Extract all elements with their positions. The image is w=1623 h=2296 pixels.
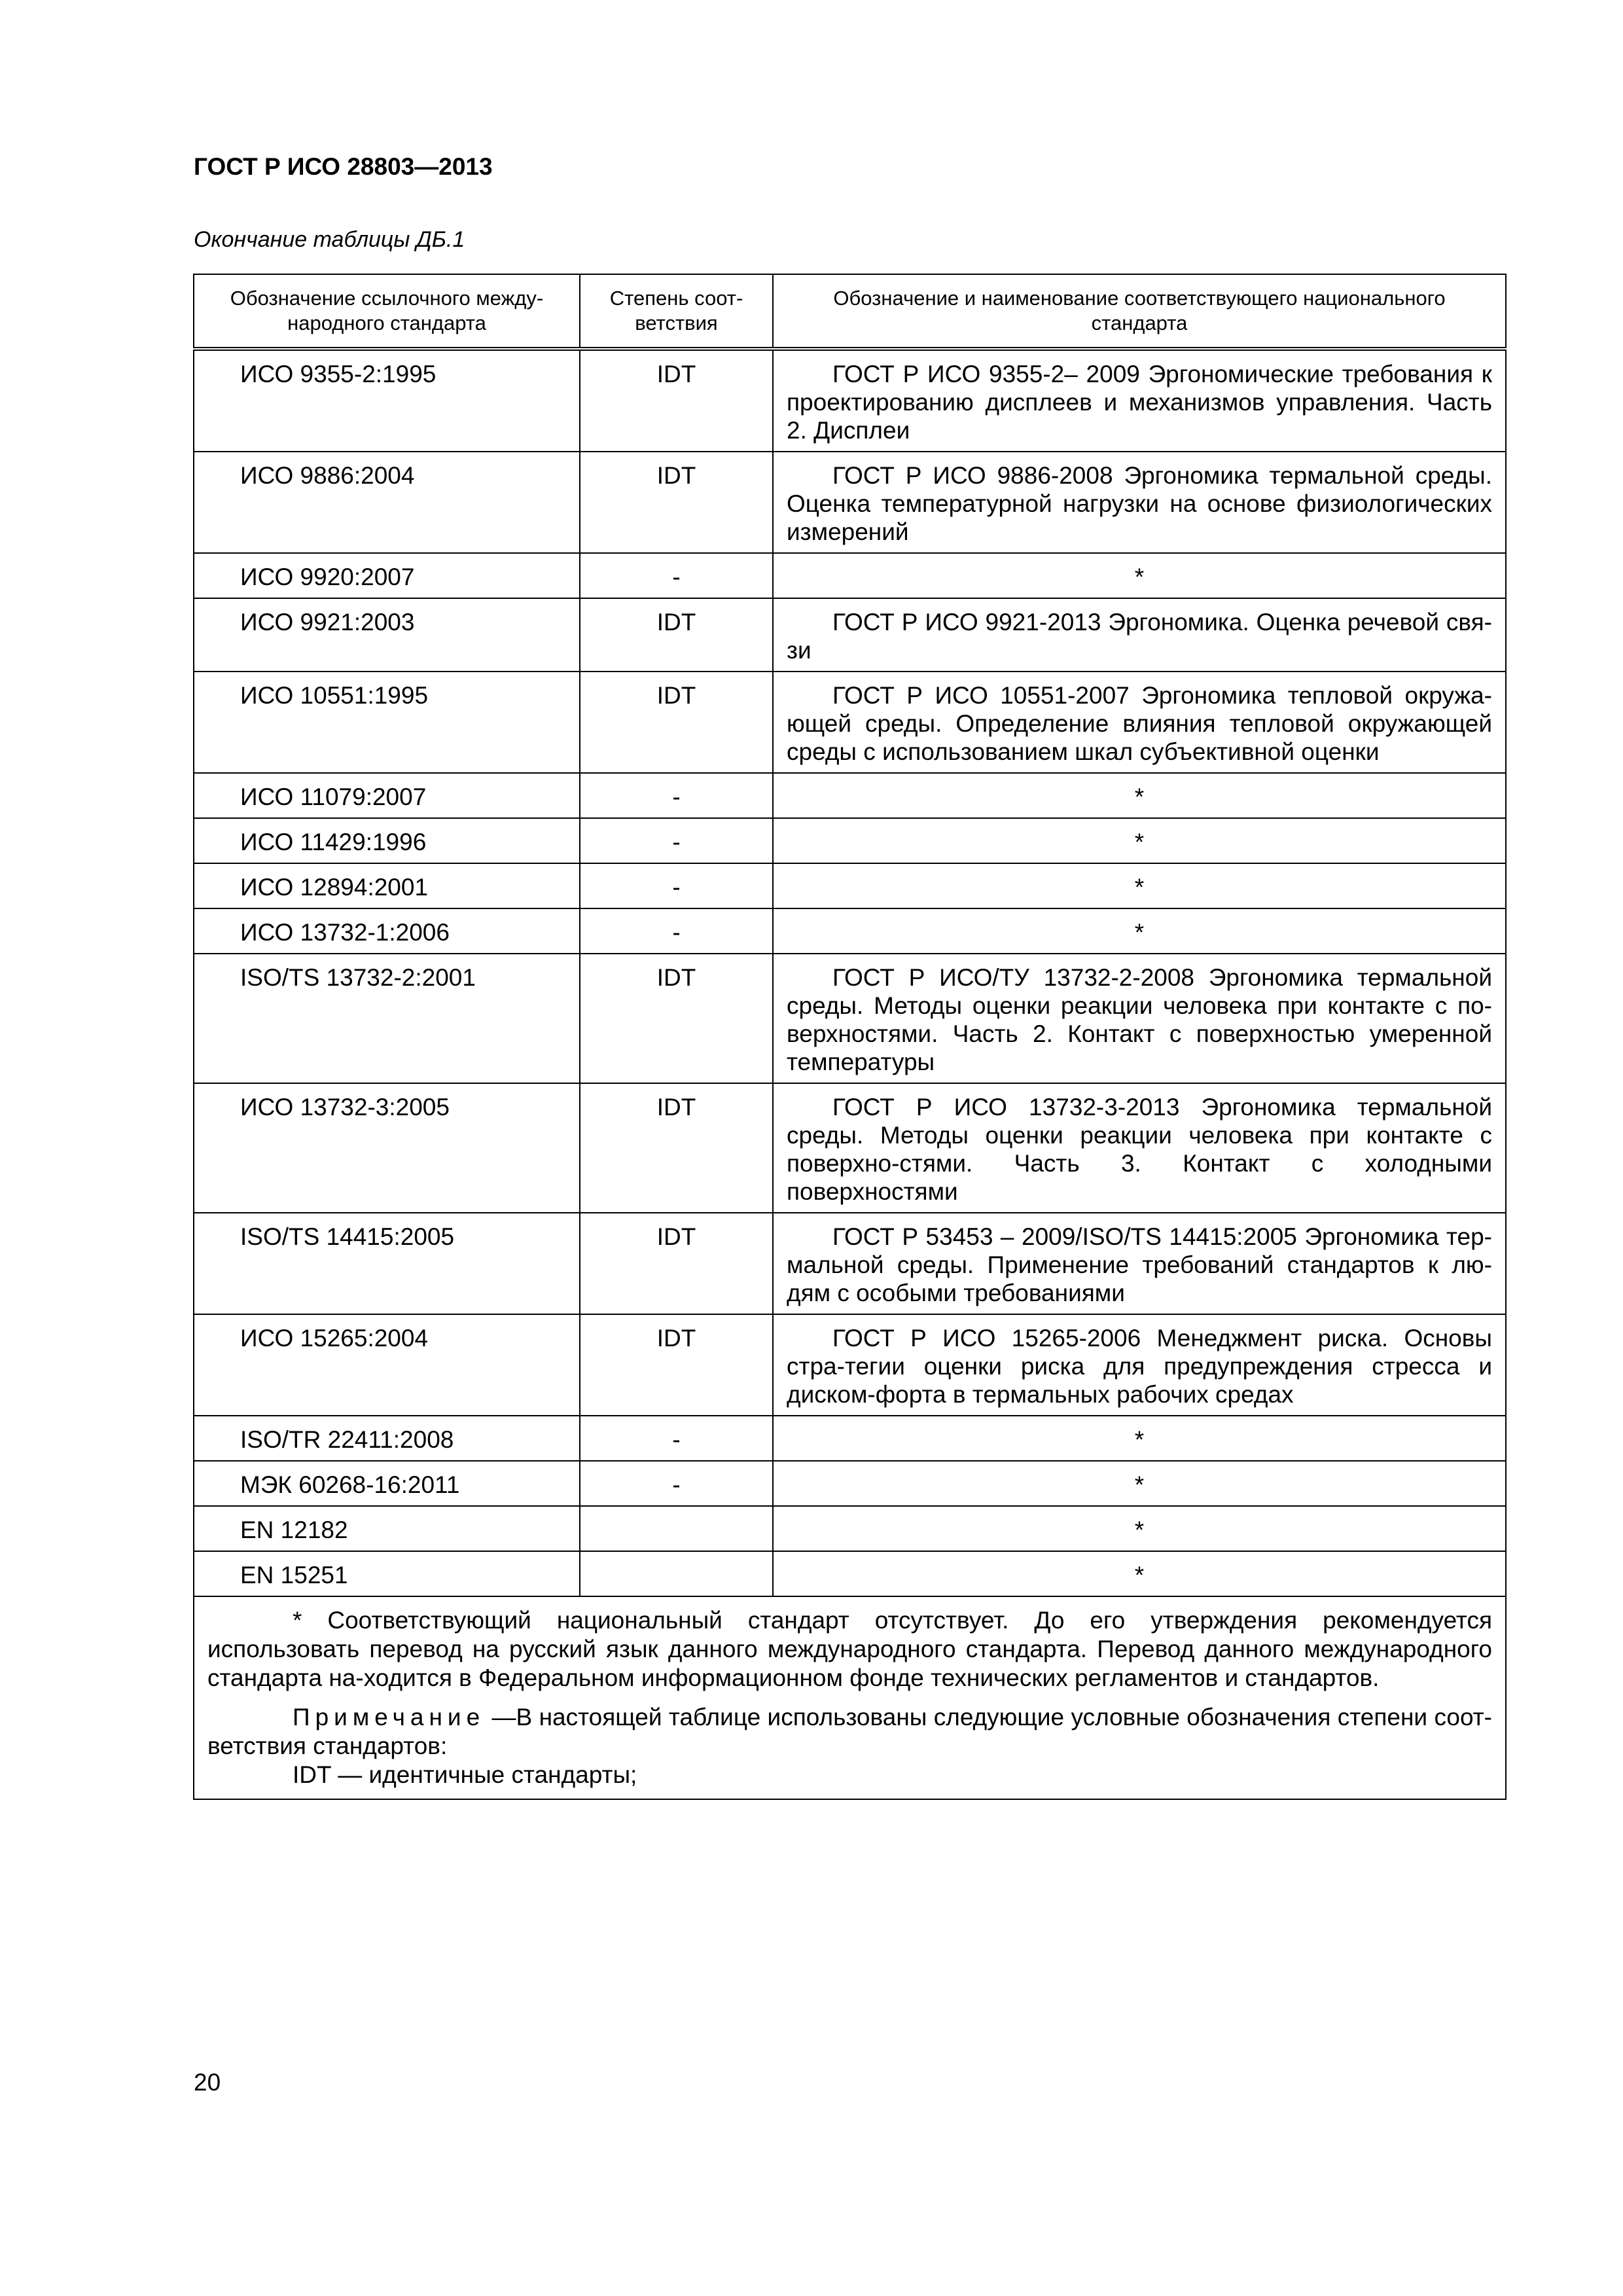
table-row — [194, 818, 1506, 863]
national-standard-text: * — [1134, 783, 1145, 810]
cell-national-standard — [773, 452, 1506, 553]
national-standard-text: * — [1134, 1516, 1145, 1543]
table-row — [194, 1551, 1506, 1596]
cell-reference-standard: ИСО 9886:2004 — [194, 452, 580, 553]
national-standard-text: * — [1134, 829, 1145, 855]
footnote-cell — [194, 1596, 1506, 1799]
table-row — [194, 1416, 1506, 1461]
cell-degree: IDT — [580, 349, 773, 452]
cell-national-standard — [773, 1083, 1506, 1213]
table-row — [194, 863, 1506, 908]
cell-reference-standard: ИСО 9921:2003 — [194, 598, 580, 672]
national-standard-text: ГОСТ Р ИСО 10551-2007 Эргономика тепловой окружа-ющей среды. Определение влияния тепловой окружающей среды с использованием шкал субъективной оценки — [787, 682, 1492, 765]
cell-reference-standard: ИСО 9920:2007 — [194, 553, 580, 598]
cell-national-standard — [773, 598, 1506, 672]
note-paragraph — [207, 1703, 1492, 1761]
note-label: Примечание — [293, 1704, 486, 1731]
national-standard-text: ГОСТ Р ИСО 13732-3-2013 Эргономика термальной среды. Методы оценки реакции человека при контакте с поверхно-стями. Часть 3. Контакт с холодными поверхностями — [787, 1094, 1492, 1205]
table-row — [194, 1506, 1506, 1551]
cell-national-standard — [773, 672, 1506, 773]
national-standard-text: ГОСТ Р ИСО 9886-2008 Эргономика термальной среды. Оценка температурной нагрузки на основе физиологических измерений — [787, 462, 1492, 545]
table-header — [194, 274, 1506, 349]
cell-national-standard — [773, 863, 1506, 908]
cell-reference-standard: ИСО 10551:1995 — [194, 672, 580, 773]
cell-degree: IDT — [580, 598, 773, 672]
cell-degree: - — [580, 1461, 773, 1506]
cell-degree: - — [580, 1416, 773, 1461]
national-standard-text: * — [1134, 1562, 1145, 1588]
cell-national-standard — [773, 553, 1506, 598]
national-standard-text: ГОСТ Р ИСО 9921-2013 Эргономика. Оценка речевой свя-зи — [787, 609, 1492, 664]
cell-degree: IDT — [580, 672, 773, 773]
document-code: ГОСТ Р ИСО 28803—2013 — [194, 153, 493, 180]
cell-national-standard — [773, 818, 1506, 863]
cell-national-standard — [773, 773, 1506, 818]
cell-reference-standard: ИСО 11429:1996 — [194, 818, 580, 863]
standards-correspondence-table — [193, 274, 1507, 1800]
note-text: —В настоящей таблице использованы следующие условные обозначения степени соот-ветствия стандартов: — [207, 1704, 1492, 1759]
cell-reference-standard: EN 12182 — [194, 1506, 580, 1551]
cell-degree: - — [580, 553, 773, 598]
header-degree: Степень соот-ветствия — [580, 274, 773, 349]
footnote-text: * Соответствующий национальный стандарт отсутствует. До его утверждения рекомендуется использовать перевод на русский язык данного международного стандарта. Перевод данного международного стандарта на-ходится в Федеральном информационном фонде технических регламентов и стандартов. — [207, 1607, 1492, 1691]
cell-national-standard — [773, 1461, 1506, 1506]
cell-reference-standard: ISO/TS 14415:2005 — [194, 1213, 580, 1314]
cell-degree: IDT — [580, 954, 773, 1083]
note-idt: IDT — идентичные стандарты; — [293, 1761, 637, 1788]
cell-national-standard — [773, 908, 1506, 954]
cell-degree — [580, 1506, 773, 1551]
cell-degree: - — [580, 818, 773, 863]
cell-reference-standard: ИСО 13732-1:2006 — [194, 908, 580, 954]
cell-national-standard — [773, 1506, 1506, 1551]
table-row — [194, 598, 1506, 672]
national-standard-text: * — [1134, 1471, 1145, 1498]
table-caption: Окончание таблицы ДБ.1 — [194, 227, 465, 252]
national-standard-text: * — [1134, 919, 1145, 946]
table-body — [194, 349, 1506, 1596]
table-row — [194, 1213, 1506, 1314]
cell-national-standard — [773, 349, 1506, 452]
footnote-row — [194, 1596, 1506, 1799]
table-row — [194, 1083, 1506, 1213]
table-row — [194, 908, 1506, 954]
table-row — [194, 349, 1506, 452]
cell-reference-standard: ИСО 11079:2007 — [194, 773, 580, 818]
national-standard-text: ГОСТ Р ИСО 15265-2006 Менеджмент риска. Основы стра-тегии оценки риска для предупреждения стресса и диском-форта в термальных рабочих средах — [787, 1325, 1492, 1408]
table-row — [194, 954, 1506, 1083]
cell-national-standard — [773, 954, 1506, 1083]
table-row — [194, 773, 1506, 818]
table-row — [194, 452, 1506, 553]
cell-reference-standard: ISO/TR 22411:2008 — [194, 1416, 580, 1461]
header-national-standard: Обозначение и наименование соответствующего национального стандарта — [773, 274, 1506, 349]
national-standard-text: ГОСТ Р 53453 – 2009/ISO/TS 14415:2005 Эргономика тер-мальной среды. Применение требований стандартов к лю-дям с особыми требованиями — [787, 1223, 1492, 1306]
cell-degree: IDT — [580, 452, 773, 553]
table-row — [194, 553, 1506, 598]
cell-degree: IDT — [580, 1083, 773, 1213]
cell-reference-standard: ИСО 15265:2004 — [194, 1314, 580, 1416]
cell-degree: IDT — [580, 1213, 773, 1314]
cell-reference-standard: ИСО 12894:2001 — [194, 863, 580, 908]
national-standard-text: * — [1134, 1426, 1145, 1453]
national-standard-text: ГОСТ Р ИСО/ТУ 13732-2-2008 Эргономика термальной среды. Методы оценки реакции человека при контакте с по-верхностями. Часть 2. Контакт с поверхностью умеренной температуры — [787, 964, 1492, 1075]
cell-reference-standard: ИСО 13732-3:2005 — [194, 1083, 580, 1213]
cell-degree: IDT — [580, 1314, 773, 1416]
table-row — [194, 1314, 1506, 1416]
cell-reference-standard: МЭК 60268-16:2011 — [194, 1461, 580, 1506]
cell-degree: - — [580, 773, 773, 818]
cell-degree: - — [580, 908, 773, 954]
page-number: 20 — [194, 2069, 221, 2096]
header-reference-standard: Обозначение ссылочного между-народного стандарта — [194, 274, 580, 349]
table-row — [194, 672, 1506, 773]
cell-national-standard — [773, 1416, 1506, 1461]
cell-degree: - — [580, 863, 773, 908]
cell-national-standard — [773, 1314, 1506, 1416]
cell-degree — [580, 1551, 773, 1596]
cell-reference-standard: ИСО 9355-2:1995 — [194, 349, 580, 452]
table-row — [194, 1461, 1506, 1506]
cell-reference-standard: ISO/TS 13732-2:2001 — [194, 954, 580, 1083]
national-standard-text: * — [1134, 874, 1145, 901]
cell-national-standard — [773, 1551, 1506, 1596]
national-standard-text: ГОСТ Р ИСО 9355-2– 2009 Эргономические требования к проектированию дисплеев и механизмов управления. Часть 2. Дисплеи — [787, 361, 1492, 444]
cell-reference-standard: EN 15251 — [194, 1551, 580, 1596]
cell-national-standard — [773, 1213, 1506, 1314]
national-standard-text: * — [1134, 564, 1145, 590]
